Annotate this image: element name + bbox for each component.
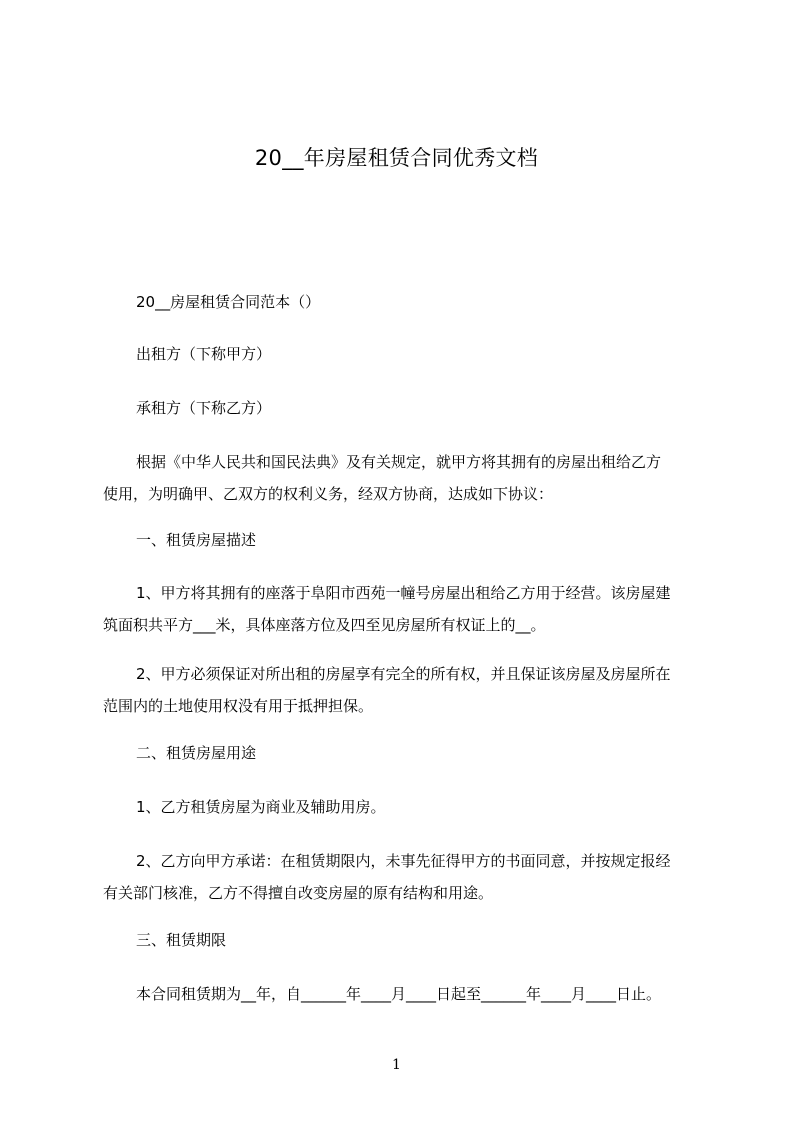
intro-paragraph [103, 446, 709, 510]
section-3-heading: 三、租赁期限 [136, 931, 227, 949]
section-1-item-1-line-1: 1、甲方将其拥有的座落于阜阳市西苑一幢号房屋出租给乙方用于经营。该房屋建 [136, 584, 671, 602]
lessee-line: 承租方（下称乙方） [136, 399, 272, 417]
section-2-item-1: 1、乙方租赁房屋为商业及辅助用房。 [136, 798, 386, 816]
section-1-item-2-line-2: 范围内的土地使用权没有用于抵押担保。 [103, 697, 374, 715]
contract-template-line: 20__房屋租赁合同范本（） [136, 293, 321, 311]
document-title: 20__年房屋租赁合同优秀文档 [254, 146, 539, 170]
section-1-item-1 [103, 577, 709, 641]
intro-line-2: 使用，为明确甲、乙双方的权利义务，经双方协商，达成如下协议： [103, 485, 554, 503]
page-number: 1 [392, 1057, 401, 1073]
section-1-item-2-line-1: 2、甲方必须保证对所出租的房屋享有完全的所有权，并且保证该房屋及房屋所在 [136, 665, 671, 683]
section-1-heading: 一、租赁房屋描述 [136, 531, 257, 549]
section-2-heading: 二、租赁房屋用途 [136, 744, 257, 762]
section-1-item-2 [103, 658, 709, 722]
section-2-item-2-line-1: 2、乙方向甲方承诺：在租赁期限内，未事先征得甲方的书面同意，并按规定报经 [136, 852, 671, 870]
intro-line-1: 根据《中华人民共和国民法典》及有关规定，就甲方将其拥有的房屋出租给乙方 [136, 453, 662, 471]
lessor-line: 出租方（下称甲方） [136, 345, 272, 363]
section-1-item-1-line-2: 筑面积共平方___米，具体座落方位及四至见房屋所有权证上的__。 [103, 616, 546, 634]
lease-term-line: 本合同租赁期为__年，自______年____月____日起至______年____月____日止。 [136, 985, 662, 1003]
section-2-item-2-line-2: 有关部门核准，乙方不得擅自改变房屋的原有结构和用途。 [103, 884, 494, 902]
section-2-item-2 [103, 845, 709, 909]
